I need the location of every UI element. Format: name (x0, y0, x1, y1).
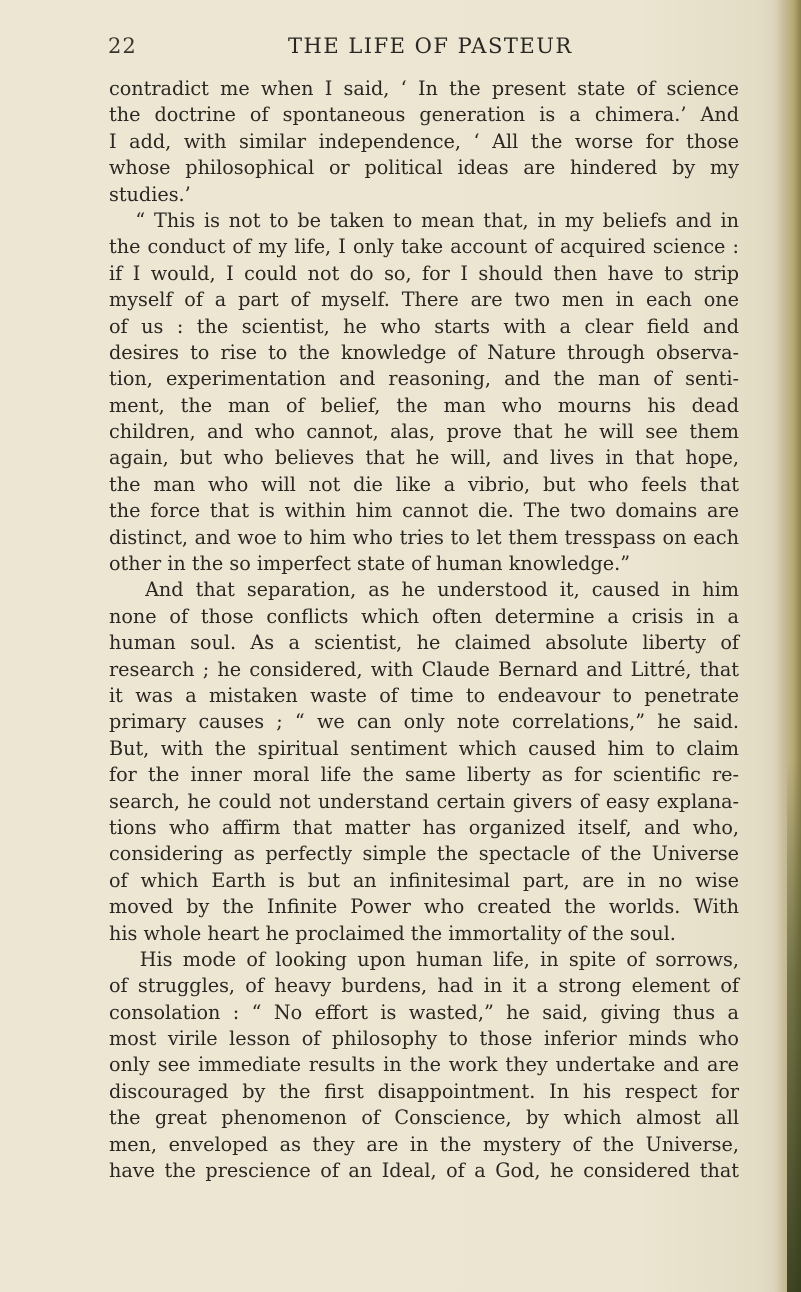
text-line: His mode of looking upon human life, in spite of sorrows, (109, 947, 739, 971)
text-line: consolation : “ No effort is wasted,” he said, giving thus a (109, 1000, 739, 1024)
page-header (108, 34, 748, 62)
text-line: distinct, and woe to him who tries to let them tresspass on each (109, 525, 739, 549)
text-line: the great phenomenon of Conscience, by which almost all (109, 1106, 739, 1130)
text-line: only see immediate results in the work they undertake and are (109, 1053, 739, 1077)
text-line: of which Earth is but an infinitesimal part, are in no wise (109, 868, 739, 892)
running-head: THE LIFE OF PASTEUR (288, 34, 573, 58)
text-line: children, and who cannot, alas, prove that he will see them (109, 420, 739, 444)
text-line: studies.’ (109, 182, 191, 206)
text-line: desires to rise to the knowledge of Nature through observa- (109, 340, 739, 364)
text-line: But, with the spiritual sentiment which caused him to claim (109, 736, 739, 760)
text-line: discouraged by the first disappointment. In his respect for (109, 1079, 739, 1103)
page-edge-stain (787, 760, 801, 1292)
text-line: have the prescience of an Ideal, of a God, he considered that (109, 1159, 739, 1183)
text-line: moved by the Infinite Power who created the worlds. With (109, 895, 739, 919)
text-line: search, he could not understand certain givers of easy explana- (109, 789, 739, 813)
text-line: none of those conflicts which often determine a crisis in a (109, 604, 739, 628)
text-line: if I would, I could not do so, for I should then have to strip (109, 261, 739, 285)
text-line: the doctrine of spontaneous generation is a chimera.’ And (109, 103, 739, 127)
text-line: tion, experimentation and reasoning, and the man of senti- (109, 367, 739, 391)
text-line: human soul. As a scientist, he claimed absolute liberty of (109, 631, 739, 655)
text-line: contradict me when I said, ‘ In the present state of science (109, 77, 739, 100)
text-line: of us : the scientist, he who starts with a clear field and (109, 314, 739, 338)
text-line: And that separation, as he understood it, caused in him (109, 578, 739, 602)
text-line: whose philosophical or political ideas are hindered by my (109, 156, 739, 180)
text-line: the man who will not die like a vibrio, but who feels that (109, 472, 739, 496)
text-line: myself of a part of myself. There are two men in each one (109, 288, 739, 312)
text-line: of struggles, of heavy burdens, had in it a strong element of (109, 974, 739, 998)
text-line: the conduct of my life, I only take account of acquired science : (109, 235, 739, 259)
text-line: “ This is not to be taken to mean that, in my beliefs and in (109, 208, 739, 232)
text-line: his whole heart he proclaimed the immortality of the soul. (109, 921, 676, 945)
text-line: other in the so imperfect state of human knowledge.” (109, 552, 631, 576)
text-line: primary causes ; “ we can only note correlations,” he said. (109, 710, 739, 734)
body-text (109, 76, 739, 1184)
text-line: men, enveloped as they are in the mystery of the Universe, (109, 1132, 739, 1156)
page-number: 22 (108, 34, 137, 58)
text-line: the force that is within him cannot die. The two domains are (109, 499, 739, 523)
text-line: it was a mistaken waste of time to endeavour to penetrate (109, 683, 739, 707)
text-line: I add, with similar independence, ‘ All the worse for those (109, 129, 739, 153)
text-line: research ; he considered, with Claude Bernard and Littré, that (109, 657, 739, 681)
text-line: ment, the man of belief, the man who mourns his dead (109, 393, 739, 417)
text-line: considering as perfectly simple the spectacle of the Universe (109, 842, 739, 866)
text-line: again, but who believes that he will, and lives in that hope, (109, 446, 739, 470)
text-line: tions who affirm that matter has organized itself, and who, (109, 815, 739, 839)
text-line: for the inner moral life the same liberty as for scientific re- (109, 763, 739, 787)
text-line: most virile lesson of philosophy to those inferior minds who (109, 1027, 739, 1051)
